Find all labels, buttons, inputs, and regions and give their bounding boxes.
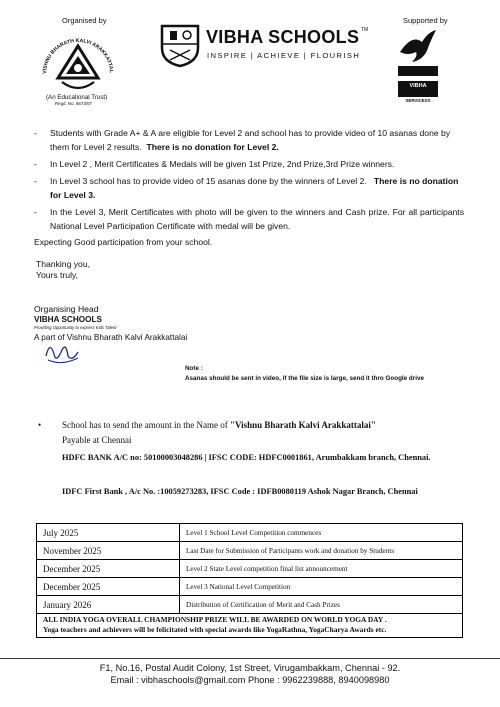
signature-partof: A part of Vishnu Bharath Kalvi Arakkattalai (34, 333, 188, 342)
eligibility-list (34, 126, 464, 233)
list-item-bold: There is no donation for Level 2. (146, 142, 279, 152)
signature-tagline: Providing Opportunity to express Kids Talent (34, 325, 117, 330)
payment-payable: Payable at Chennai (62, 435, 132, 445)
table-row (37, 578, 463, 596)
dove-icon (398, 26, 438, 76)
schedule-date: January 2026 (37, 596, 180, 614)
list-item: - In the Level 3, Merit Certificates with photo will be given to the winners and Cash prize. For all participants National Level Participation Certificate with medal will be given. (34, 207, 464, 231)
services-logo-bottom-text: SERVICESS (405, 98, 431, 103)
brand-tagline: INSPIRE | ACHIEVE | FLOURISH (207, 51, 361, 60)
thanking-text: Thanking you, (36, 259, 90, 269)
schedule-event: Level 1 School Level Competition commences (180, 524, 463, 542)
brand-trademark: TM (361, 27, 369, 33)
list-item-text: Students with Grade A+ & A are eligible for Level 2 and school has to provide video of 10 asanas done by them for Level 2 results. (50, 128, 451, 152)
signature-title: Organising Head (34, 304, 99, 314)
trust-logo (32, 28, 124, 96)
championship-line1: ALL INDIA YOGA OVERALL CHAMPIONSHIP PRIZE WILL BE AWARDED ON WORLD YOGA DAY . (43, 615, 387, 624)
payment-account-name: "Vishnu Bharath Kalvi Arakkattalai" (229, 420, 376, 430)
services-logo-top-text: VIBHA (398, 81, 438, 91)
table-row (37, 542, 463, 560)
vibha-emblem-icon (158, 22, 202, 68)
payment-name-line (62, 420, 376, 430)
schedule-date: December 2025 (37, 578, 180, 596)
vibha-services-logo (398, 26, 438, 103)
table-row (37, 560, 463, 578)
note-text: Asanas should be sent in video, if the file size is large, send it thro Google drive (185, 375, 424, 382)
trust-caption: (An Educational Trust) (46, 94, 108, 101)
payment-name-prefix: School has to send the amount in the Name of (62, 420, 230, 430)
handwritten-signature (42, 338, 82, 368)
payment-bullet: • (38, 420, 42, 430)
championship-line2: Yoga teachers and achievers will be felicitated with special awards like YogaRathna, YogaCharya Awards etc. (43, 625, 387, 634)
hdfc-bank-details: HDFC BANK A/C no: 50100003048286 | IFSC CODE: HDFC0001861, Arumbakkam branch, Chennai. (62, 453, 431, 462)
list-item: - In Level 2 , Merit Certificates & Medals will be given 1st Prize, 2nd Prize,3rd Prize winners. (34, 159, 395, 169)
list-item-text: In the Level 3, Merit Certificates with photo will be given to the winners and Cash prize. For all participants National Level Participation Certificate with medal will be given. (50, 207, 464, 231)
trust-logo-ring-text: VISHNU BHARATH KALVI ARAKKATTAL (41, 37, 115, 75)
table-row (37, 614, 463, 638)
idfc-bank-details: IDFC First Bank , A/c No. :10059273283, IFSC Code : IDFB0080119 Ashok Nagar Branch, Chennai (62, 487, 418, 496)
list-item-text: In Level 2 , Merit Certificates & Medals will be given 1st Prize, 2nd Prize,3rd Prize winners. (50, 159, 395, 169)
list-item-bold: There is no donation for Level 3. (50, 176, 459, 200)
championship-cell (37, 614, 463, 638)
schedule-event: Level 2 State Level competition final list announcement (180, 560, 463, 578)
supported-by-label: Supported by (403, 16, 448, 25)
trust-regd-number: Regd. No. 6673/07 (55, 101, 92, 106)
schedule-event: Level 3 National Level Competition (180, 578, 463, 596)
schedule-table (36, 523, 463, 638)
table-row (37, 524, 463, 542)
expecting-text: Expecting Good participation from your school. (34, 237, 213, 247)
signature-org: VIBHA SCHOOLS (34, 315, 102, 324)
list-item: - Students with Grade A+ & A are eligible for Level 2 and school has to provide video of 10 asanas done by them for Level 2 results. There is no donation for Level 2. (34, 128, 451, 152)
list-item: - In Level 3 school has to provide video of 15 asanas done by the winners of Level 2. There is no donation for Level 3. (34, 176, 459, 200)
footer-contact: Email : vibhaschools@gmail.com Phone : 9962239888, 8940098980 (110, 675, 390, 685)
schedule-date: December 2025 (37, 560, 180, 578)
list-item-text: In Level 3 school has to provide video of 15 asanas done by the winners of Level 2. (50, 176, 367, 186)
brand-name: VIBHA SCHOOLS (206, 27, 360, 47)
yours-truly-text: Yours truly, (36, 270, 79, 280)
schedule-date: November 2025 (37, 542, 180, 560)
footer-divider (0, 658, 500, 659)
footer-address: F1, No.16, Postal Audit Colony, 1st Street, Virugambakkam, Chennai - 92. (99, 663, 401, 673)
table-row (37, 596, 463, 614)
schedule-event: Last Date for Submission of Participants work and donation by Students (180, 542, 463, 560)
note-label: Note : (185, 365, 203, 372)
schedule-date: July 2025 (37, 524, 180, 542)
schedule-event: Distribution of Certification of Merit and Cash Prizes (180, 596, 463, 614)
organised-by-label: Organised by (62, 16, 107, 25)
